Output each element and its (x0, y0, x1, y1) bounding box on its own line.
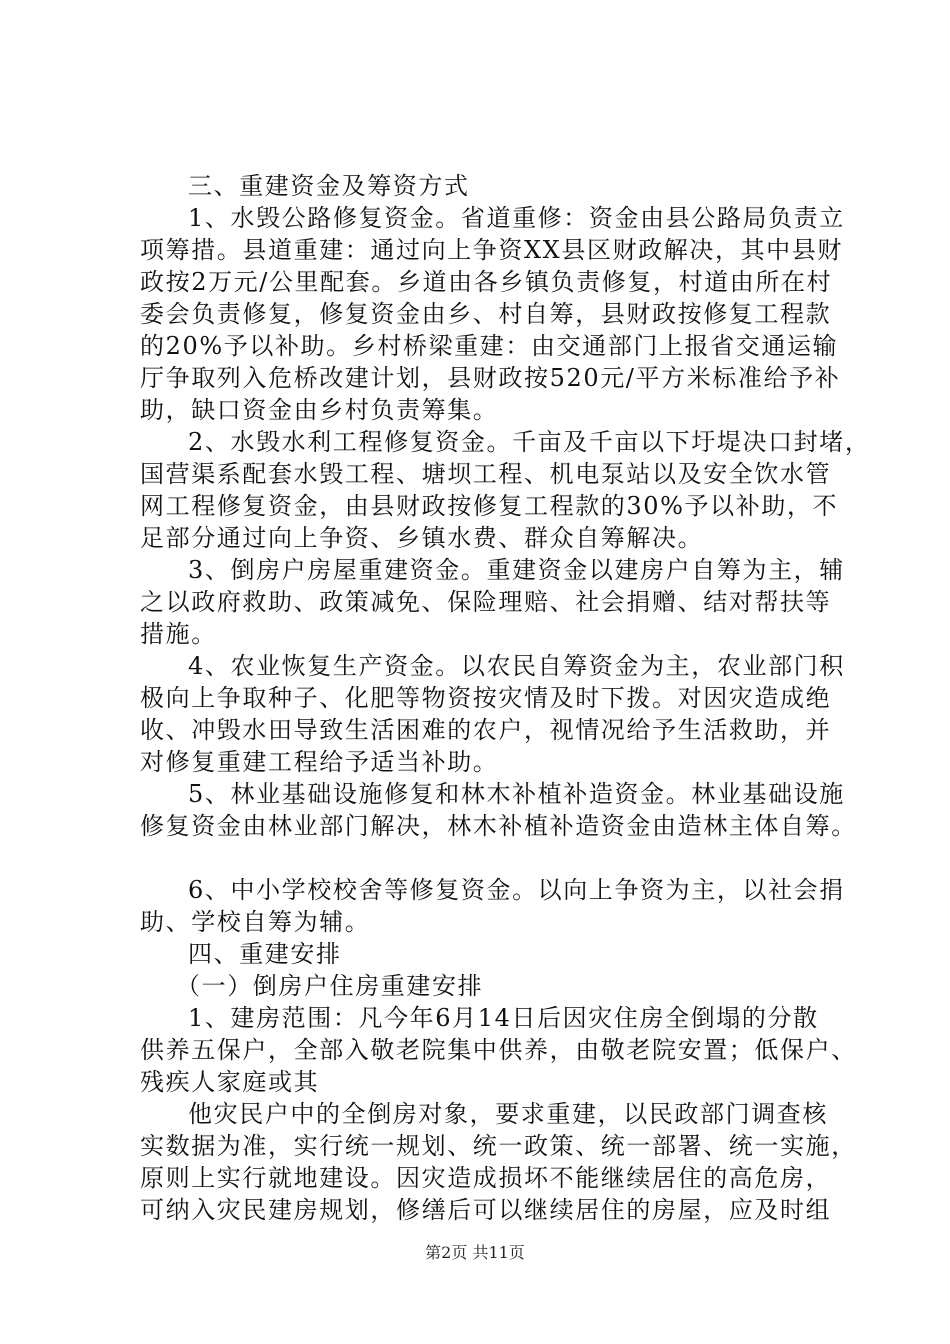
paragraph-line: 措施。 (140, 620, 217, 648)
paragraph-line: 委会负责修复，修复资金由乡、村自筹，县财政按修复工程款 (140, 300, 832, 328)
page-number-footer: 第2页 共11页 (425, 1243, 525, 1262)
subsection-heading: （一）倒房户住房重建安排 (176, 972, 484, 1000)
paragraph-line: 他灾民户中的全倒房对象，要求重建，以民政部门调查核 (188, 1100, 828, 1128)
paragraph-line: 极向上争取种子、化肥等物资按灾情及时下拨。对因灾造成绝 (140, 684, 832, 712)
section-heading: 三、重建资金及筹资方式 (188, 172, 470, 200)
paragraph-line: 原则上实行就地建设。因灾造成损坏不能继续居住的高危房， (140, 1164, 832, 1192)
paragraph-line: 对修复重建工程给予适当补助。 (140, 748, 499, 776)
paragraph-line: 1、建房范围：凡今年6月14日后因灾住房全倒塌的分散 (188, 1004, 819, 1032)
paragraph-line: 之以政府救助、政策减免、保险理赔、社会捐赠、结对帮扶等 (140, 588, 832, 616)
blank-line (140, 842, 840, 874)
paragraph-line: 可纳入灾民建房规划，修缮后可以继续居住的房屋，应及时组 (140, 1196, 832, 1224)
paragraph-line: 6、中小学校校舍等修复资金。以向上争资为主，以社会捐 (188, 876, 845, 904)
paragraph-line: 1、水毁公路修复资金。省道重修：资金由县公路局负责立 (188, 204, 845, 232)
paragraph-line: 5、林业基础设施修复和林木补植补造资金。林业基础设施 (188, 780, 845, 808)
paragraph-line: 网工程修复资金，由县财政按修复工程款的30%予以补助，不 (140, 492, 839, 520)
paragraph-line: 3、倒房户房屋重建资金。重建资金以建房户自筹为主，辅 (188, 556, 845, 584)
paragraph-line: 残疾人家庭或其 (140, 1068, 320, 1096)
paragraph-line: 4、农业恢复生产资金。以农民自筹资金为主，农业部门积 (188, 652, 845, 680)
paragraph-line: 的20%予以补助。乡村桥梁重建：由交通部门上报省交通运输 (140, 332, 839, 360)
paragraph-line: 厅争取列入危桥改建计划，县财政按520元/平方米标准给予补 (140, 364, 841, 392)
document-body (140, 170, 871, 1226)
paragraph-line: 国营渠系配套水毁工程、塘坝工程、机电泵站以及安全饮水管 (140, 460, 832, 488)
paragraph-line: 助、学校自筹为辅。 (140, 908, 371, 936)
paragraph-line: 助，缺口资金由乡村负责筹集。 (140, 396, 499, 424)
paragraph-line: 修复资金由林业部门解决，林木补植补造资金由造林主体自筹。 (140, 812, 857, 840)
paragraph-line: 政按2万元/公里配套。乡道由各乡镇负责修复，村道由所在村 (140, 268, 833, 296)
paragraph-line: 2、水毁水利工程修复资金。千亩及千亩以下圩堤决口封堵， (188, 428, 871, 456)
paragraph-line: 项筹措。县道重建：通过向上争资XX县区财政解决，其中县财 (140, 236, 843, 264)
paragraph-line: 供养五保户，全部入敬老院集中供养，由敬老院安置；低保户、 (140, 1036, 857, 1064)
paragraph-line: 收、冲毁水田导致生活困难的农户，视情况给予生活救助，并 (140, 716, 832, 744)
paragraph-line: 足部分通过向上争资、乡镇水费、群众自筹解决。 (140, 524, 704, 552)
paragraph-line: 实数据为准，实行统一规划、统一政策、统一部署、统一实施， (140, 1132, 857, 1160)
section-heading: 四、重建安排 (188, 940, 342, 968)
